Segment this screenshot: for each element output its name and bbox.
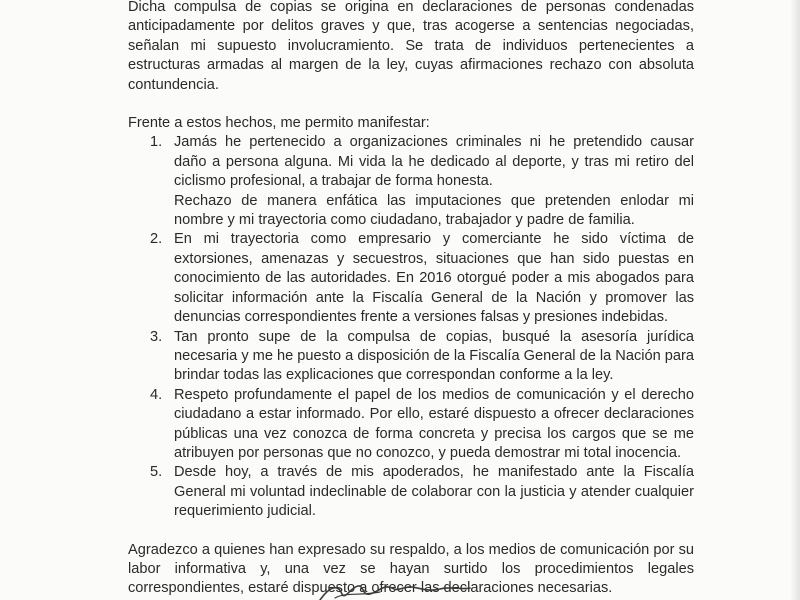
list-item xyxy=(128,463,694,521)
document-body xyxy=(128,0,694,599)
item-text: Desde hoy, a través de mis apoderados, he manifestado ante la Fiscalía General mi voluntad indeclinable de colaborar con la justicia y atender cualquier requerimiento judicial. xyxy=(174,464,694,520)
lead-sentence: Frente a estos hechos, me permito manifestar: xyxy=(128,115,430,132)
item-number: 4. xyxy=(150,386,163,403)
closing-paragraph: Agradezco a quienes han expresado su respaldo, a los medios de comunicación por su labor informativa y, una vez se hayan surtido los procedimientos legales correspondientes, estaré dispuesto a ofrecer las declaraciones necesarias. xyxy=(128,541,694,597)
item-text: Tan pronto supe de la compulsa de copias, busqué la asesoría jurídica necesaria y me he puesto a disposición de la Fiscalía General de la Nación para brindar todas las explicaciones que correspondan conforme a la ley. xyxy=(174,328,694,384)
list-item xyxy=(128,328,694,386)
item-number: 2. xyxy=(150,231,163,248)
item-number: 1. xyxy=(150,134,163,151)
statement-list xyxy=(128,133,694,521)
list-item xyxy=(128,133,694,230)
item-number: 3. xyxy=(150,328,163,345)
item-text: En mi trayectoria como empresario y comerciante he sido víctima de extorsiones, amenazas y secuestros, situaciones que han sido puestas en conocimiento de las autoridades. En 2016 otorgué poder a mis abogados para solicitar información ante la Fiscalía General de la Nación y promover las denuncias correspondientes frente a versiones falsas y presiones indebidas. xyxy=(174,231,694,326)
page-edge-shadow xyxy=(790,0,800,600)
handwritten-signature xyxy=(300,580,500,600)
item-extra-text: Rechazo de manera enfática las imputaciones que pretenden enlodar mi nombre y mi trayectoria como ciudadano, trabajador y padre de familia. xyxy=(174,192,694,229)
intro-paragraph: Dicha compulsa de copias se origina en declaraciones de personas condenadas anticipadamente por delitos graves y que, tras acogerse a sentencias negociadas, señalan mi supuesto involucramiento. Se trata de individuos pertenecientes a estructuras armadas al margen de la ley, cuyas afirmaciones rechazo con absoluta contundencia. xyxy=(128,0,694,93)
list-item xyxy=(128,230,694,327)
item-number: 5. xyxy=(150,464,163,481)
item-text: Jamás he pertenecido a organizaciones criminales ni he pretendido causar daño a persona alguna. Mi vida la he dedicado al deporte, y tras mi retiro del ciclismo profesional, a trabajar de forma honesta. xyxy=(174,134,694,190)
list-item xyxy=(128,386,694,464)
item-text: Respeto profundamente el papel de los medios de comunicación y el derecho ciudadano a estar informado. Por ello, estaré dispuesto a ofrecer declaraciones públicas una vez conozca de forma concreta y precisa los cargos que se me atribuyen por personas que no conozco, y pueda demostrar mi total inocencia. xyxy=(174,386,694,461)
